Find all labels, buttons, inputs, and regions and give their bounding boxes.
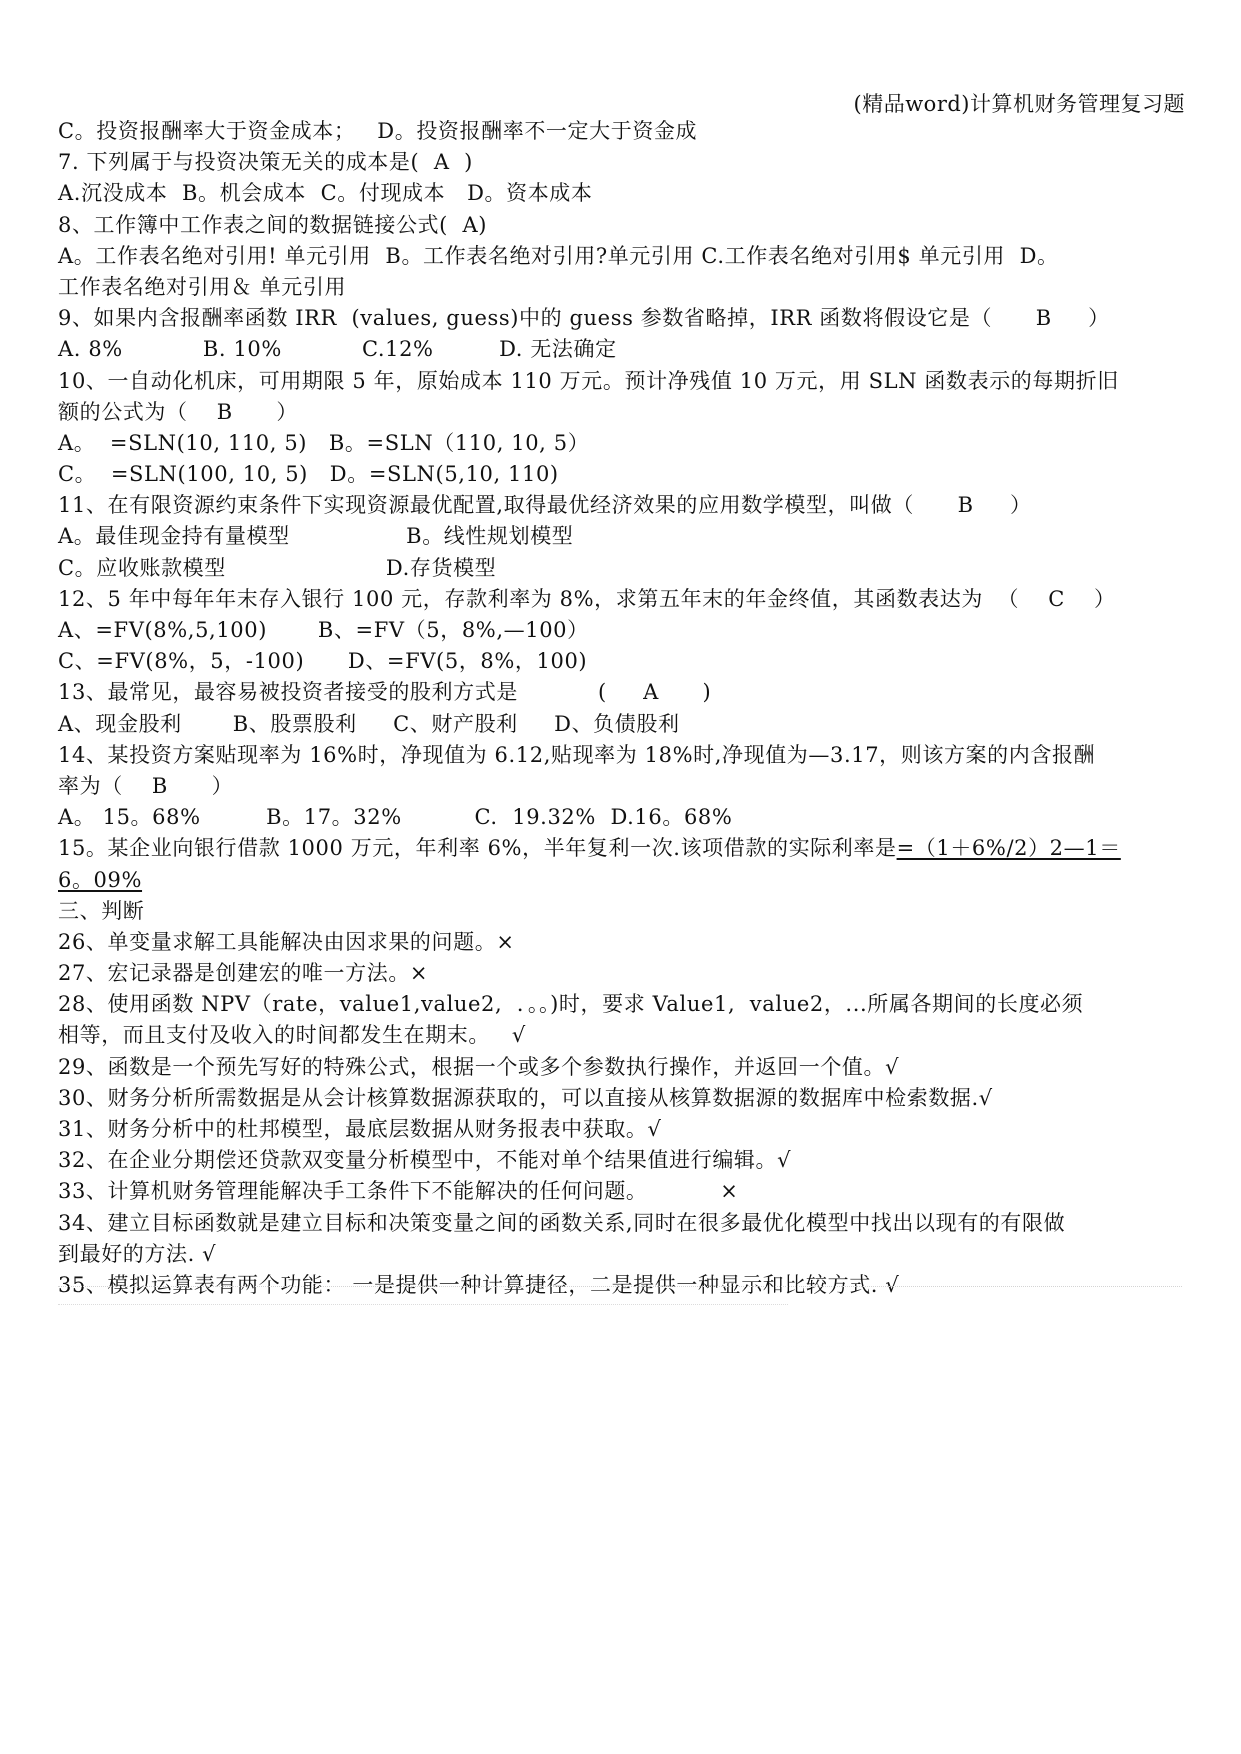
judgement-31: 31、财务分析中的杜邦模型，最底层数据从财务报表中获取。√ [58, 1117, 662, 1141]
question-12-options-ab: A、=FV(8%,5,100) B、=FV（5，8%,—100） [58, 618, 589, 642]
judgement-28-cont: 相等，而且支付及收入的时间都发生在期末。 √ [58, 1023, 526, 1048]
judgement-35: 35、模拟运算表有两个功能： 一是提供一种计算捷径，二是提供一种显示和比较方式. √ [58, 1272, 900, 1297]
question-9: 9、如果内含报酬率函数 IRR (values, guess)中的 guess 参数省略掉，IRR 函数将假设它是（ B ） [58, 306, 1110, 331]
judgement-34: 34、建立目标函数就是建立目标和决策变量之间的函数关系,同时在很多最优化模型中找出以现有的有限做 [58, 1210, 1066, 1235]
judgement-26: 26、单变量求解工具能解决由因求果的问题。× [58, 929, 515, 954]
question-11: 11、在有限资源约束条件下实现资源最优配置,取得最优经济效果的应用数学模型，叫做（ B ） [58, 493, 1032, 518]
judgement-34-cont: 到最好的方法. √ [58, 1241, 217, 1266]
text-line: C。投资报酬率大于资金成本； D。投资报酬率不一定大于资金成 [58, 119, 698, 143]
judgement-28: 28、使用函数 NPV（rate，value1,value2, ．。。)时，要求 Value1, value2，...所属各期间的长度必须 [58, 992, 1084, 1017]
judgement-29: 29、函数是一个预先写好的特殊公式，根据一个或多个参数执行操作，并返回一个值。√ [58, 1054, 900, 1079]
section-heading: 三、判断 [58, 898, 145, 923]
document-body [58, 116, 1182, 1301]
question-13: 13、最常见，最容易被投资者接受的股利方式是 ( A ) [58, 680, 712, 705]
question-15-cont [58, 865, 1182, 896]
question-10-options-ab: A。 =SLN(10, 110, 5) B。=SLN（110, 10, 5） [58, 430, 590, 455]
question-10: 10、一自动化机床，可用期限 5 年，原始成本 110 万元。预计净残值 10 万元，用 SLN 函数表示的每期折旧 [58, 368, 1119, 393]
question-15-answer-cont: 6。09% [58, 867, 143, 892]
question-15-answer: =（1＋6%/2）2—1＝ [896, 836, 1121, 861]
question-14-cont: 率为（ B ） [58, 773, 234, 798]
question-11-options-cd: C。应收账款模型 D.存货模型 [58, 555, 497, 580]
question-15 [58, 833, 1182, 864]
footer-divider [58, 1286, 1182, 1287]
judgement-32: 32、在企业分期偿还贷款双变量分析模型中，不能对单个结果值进行编辑。√ [58, 1148, 792, 1173]
question-12: 12、5 年中每年年末存入银行 100 元，存款利率为 8%，求第五年末的年金终值，其函数表达为 （ C ） [58, 586, 1116, 611]
question-8: 8、工作簿中工作表之间的数据链接公式( A) [58, 212, 488, 237]
question-7: 7. 下列属于与投资决策无关的成本是( A ) [58, 150, 473, 175]
page-header: (精品word)计算机财务管理复习题 [853, 92, 1185, 116]
question-14-options: A。 15。68% B。17。32% C. 19.32% D.16。68% [58, 805, 733, 830]
question-13-options: A、现金股利 B、股票股利 C、财产股利 D、负债股利 [58, 711, 680, 736]
judgement-27: 27、宏记录器是创建宏的唯一方法。× [58, 961, 429, 986]
judgement-30: 30、财务分析所需数据是从会计核算数据源获取的，可以直接从核算数据源的数据库中检索数据.√ [58, 1085, 993, 1110]
question-8-options-cont: 工作表名绝对引用＆ 单元引用 [58, 274, 347, 299]
question-14: 14、某投资方案贴现率为 16%时，净现值为 6.12,贴现率为 18%时,净现值为—3.17，则该方案的内含报酬 [58, 742, 1096, 767]
question-8-options: A。工作表名绝对引用! 单元引用 B。工作表名绝对引用?单元引用 C.工作表名绝对引用$ 单元引用 D。 [58, 243, 1059, 268]
question-9-options: A. 8% B. 10% C.12% D. 无法确定 [58, 337, 617, 362]
question-7-options: A.沉没成本 B。机会成本 C。付现成本 D。资本成本 [58, 181, 593, 206]
footer-divider-short [58, 1304, 788, 1305]
question-12-options-cd: C、=FV(8%，5，-100) D、=FV(5，8%，100) [58, 649, 588, 674]
question-10-options-cd: C。 =SLN(100, 10, 5) D。=SLN(5,10, 110) [58, 462, 559, 487]
question-11-options-ab: A。最佳现金持有量模型 B。线性规划模型 [58, 524, 574, 549]
question-15-text: 15。某企业向银行借款 1000 万元，年利率 6%，半年复利一次.该项借款的实际利率是 [58, 836, 897, 861]
question-10-cont: 额的公式为（ B ） [58, 399, 298, 424]
judgement-33: 33、计算机财务管理能解决手工条件下不能解决的任何问题。 × [58, 1179, 739, 1204]
